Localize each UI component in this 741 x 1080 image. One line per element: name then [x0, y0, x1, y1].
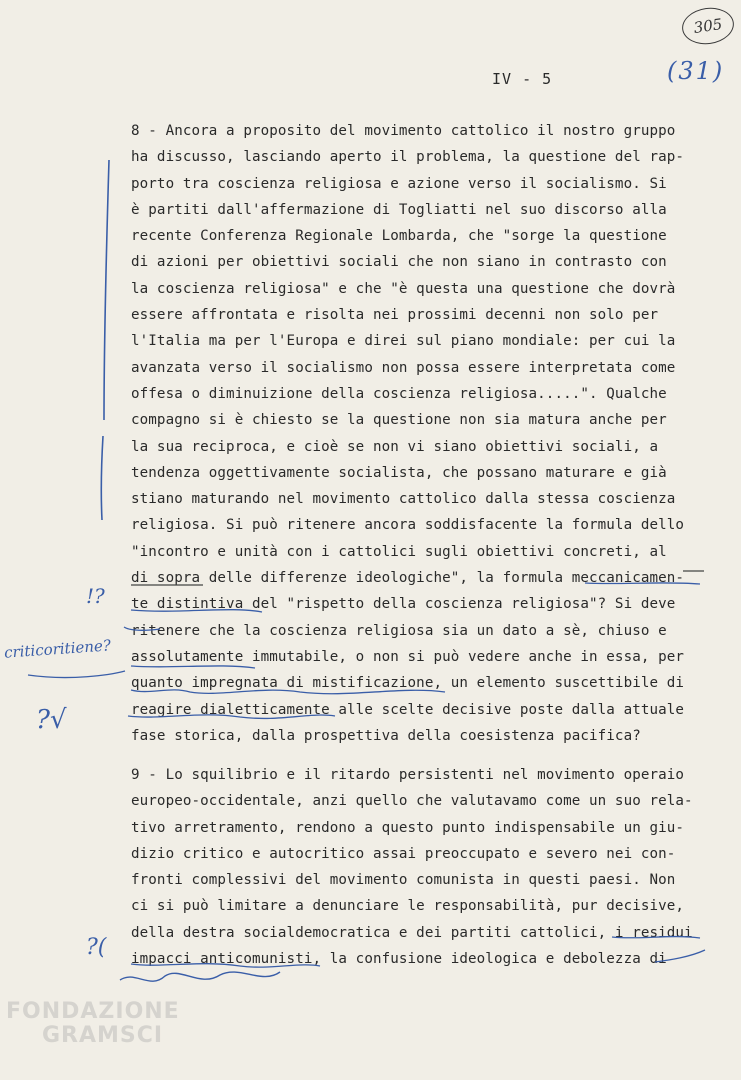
text-line: di azioni per obiettivi sociali che non siano in contrasto con — [131, 254, 667, 271]
text-line: della destra socialdemocratica e dei partiti cattolici, i residui — [131, 924, 693, 941]
text-line: la coscienza religiosa" e che "è questa una questione che dovrà — [131, 280, 676, 297]
text-line: tendenza oggettivamente socialista, che possano maturare e già — [131, 464, 667, 481]
text-line: la sua reciproca, e cioè se non vi siano obiettivi sociali, a — [131, 438, 659, 455]
text-line: porto tra coscienza religiosa e azione verso il socialismo. Si — [131, 175, 667, 192]
watermark-line: FONDAZIONE — [6, 999, 180, 1024]
text-line: avanzata verso il socialismo non possa essere interpretata come — [131, 359, 676, 376]
archive-stamp — [680, 5, 737, 48]
text-line: ci si può limitare a denunciare le responsabilità, pur decisive, — [131, 898, 685, 915]
paragraph-8 — [131, 118, 684, 749]
text-line: tivo arretramento, rendono a questo punto indispensabile un giu- — [131, 819, 685, 836]
text-line: l'Italia ma per l'Europa e direi sul piano mondiale: per cui la — [131, 333, 676, 350]
text-line: ritenere che la coscienza religiosa sia un dato a sè, chiuso e — [131, 622, 667, 639]
text-line: reagire dialetticamente alle scelte decisive poste dalla attuale — [131, 701, 685, 718]
text-line: compagno si è chiesto se la questione non sia matura anche per — [131, 412, 667, 429]
margin-note-bottom: ?( — [86, 935, 107, 960]
watermark-line: GRAMSCI — [42, 1023, 164, 1048]
text-line: di sopra delle differenze ideologiche", la formula meccanicamen- — [131, 570, 685, 587]
paragraph-9 — [131, 762, 693, 972]
stamp-number: 305 — [692, 15, 724, 37]
margin-note-exclamation: !? — [86, 584, 105, 608]
page-label: IV - 5 — [492, 70, 553, 88]
text-line: offesa o diminuizione della coscienza religiosa.....". Qualche — [131, 385, 667, 402]
text-line: te distintiva del "rispetto della coscienza religiosa"? Si deve — [131, 596, 676, 613]
text-line: quanto impregnata di mistificazione, un elemento suscettibile di — [131, 675, 685, 692]
margin-bracket-line — [101, 160, 109, 520]
text-line: dizio critico e autocritico assai preoccupato e severo nei con- — [131, 845, 676, 862]
text-line: impacci anticomunisti, la confusione ideologica e debolezza di — [131, 951, 667, 968]
text-line: assolutamente immutabile, o non si può vedere anche in essa, per — [131, 648, 685, 665]
text-line: fase storica, dalla prospettiva della coesistenza pacifica? — [131, 727, 641, 744]
text-line: è partiti dall'affermazione di Togliatti nel suo discorso alla — [131, 201, 667, 218]
text-line: essere affrontata e risolta nei prossimi decenni non solo per — [131, 307, 659, 324]
text-line: religiosa. Si può ritenere ancora soddisfacente la formula dello — [131, 517, 685, 534]
margin-note-critico: criticoritiene? — [3, 636, 112, 662]
bottom-squiggle — [120, 972, 280, 981]
text-line: stiano maturando nel movimento cattolico dalla stessa coscienza — [131, 491, 676, 508]
handwritten-folio: (31) — [667, 57, 725, 85]
margin-note-question-check: ?√ — [36, 705, 67, 735]
archive-watermark — [6, 1000, 180, 1048]
text-line: 9 - Lo squilibrio e il ritardo persistenti nel movimento operaio — [131, 767, 685, 783]
text-line: "incontro e unità con i cattolici sugli obiettivi concreti, al — [131, 543, 667, 560]
text-line: ha discusso, lasciando aperto il problema, la questione del rap- — [131, 149, 685, 166]
margin-critico-underline — [28, 671, 125, 678]
text-line: europeo-occidentale, anzi quello che valutavamo come un suo rela- — [131, 793, 693, 810]
text-line: recente Conferenza Regionale Lombarda, che "sorge la questione — [131, 228, 667, 245]
text-line: fronti complessivi del movimento comunista in questi paesi. Non — [131, 872, 676, 889]
text-line: 8 - Ancora a proposito del movimento cattolico il nostro gruppo — [131, 123, 676, 139]
